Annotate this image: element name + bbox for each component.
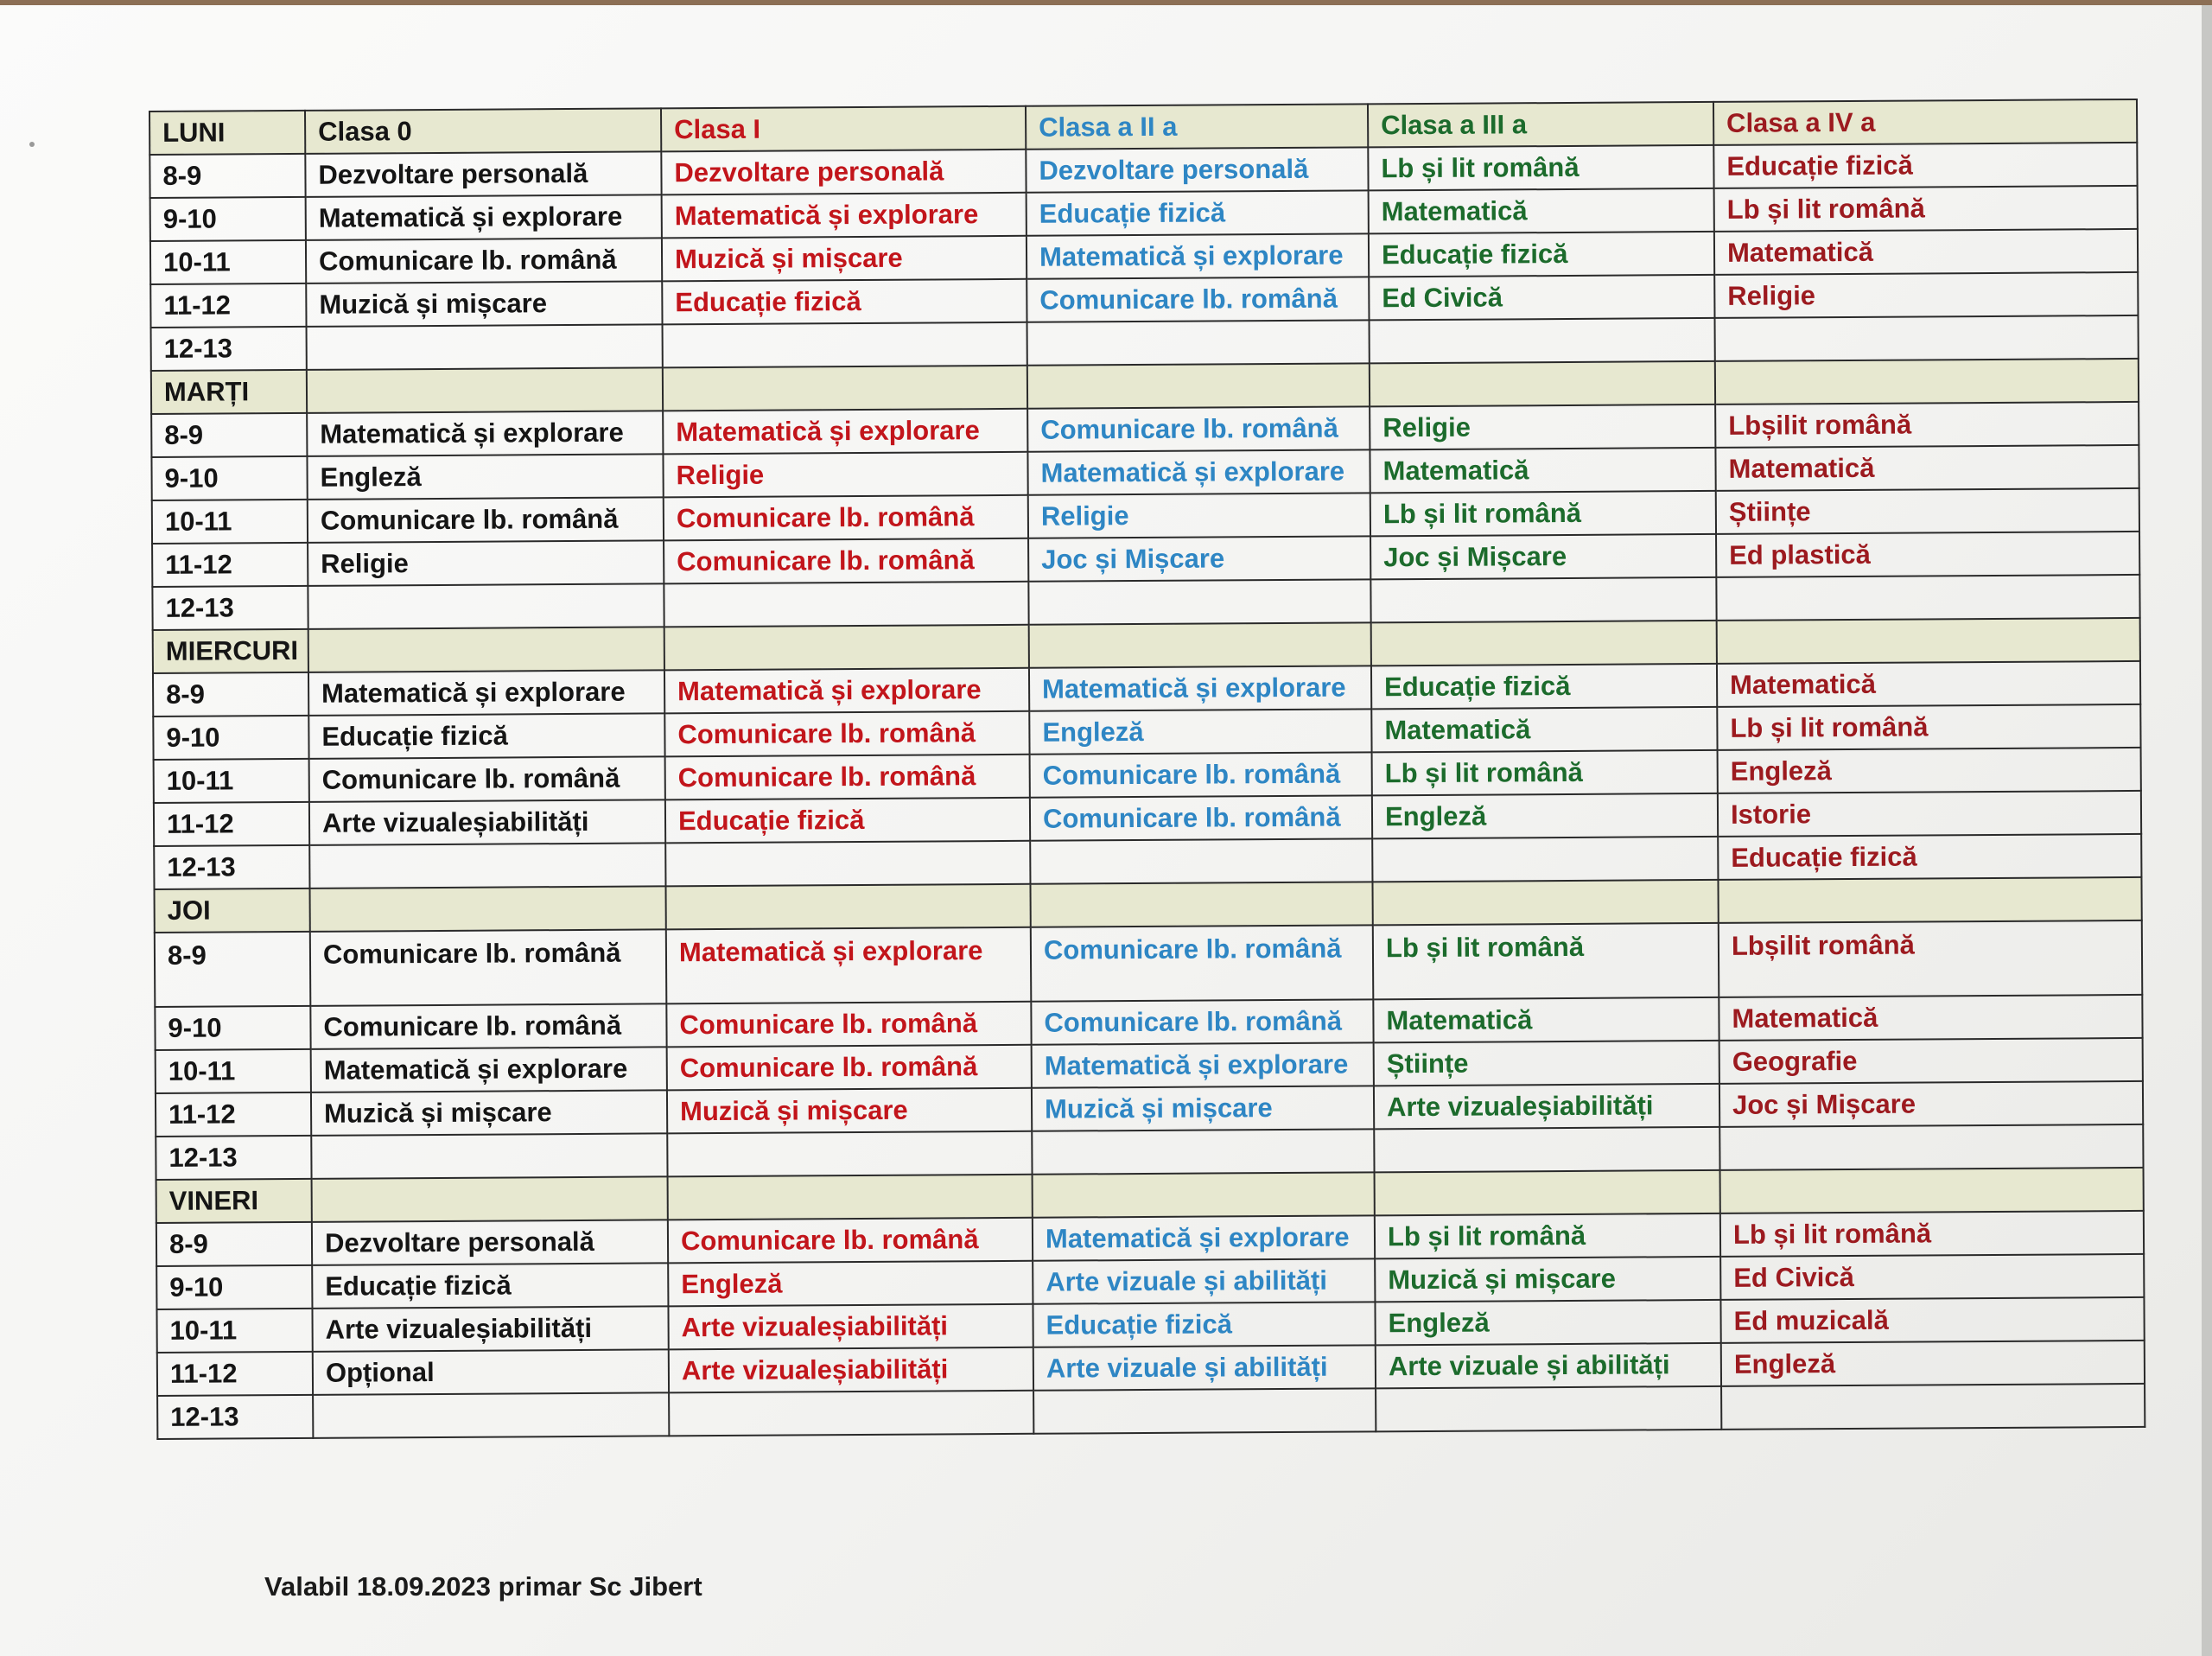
subject-cell-clasa-3: Matematică [1373,997,1719,1042]
subject-cell-clasa-2: Matematică și explorare [1032,1042,1374,1087]
subject-cell-clasa-2: Comunicare lb. română [1031,925,1374,1001]
subject-cell-clasa-4: Religie [1714,272,2138,318]
subject-cell-clasa-3: Științe [1374,1041,1719,1086]
time-slot: 9-10 [150,197,306,241]
subject-cell-clasa-4: Educație fizică [1718,834,2141,880]
time-slot: 10-11 [152,500,308,544]
subject-cell-clasa-2: Religie [1028,493,1370,538]
time-slot: 10-11 [154,759,309,803]
subject-cell-clasa-3: Matematică [1370,448,1715,493]
subject-cell-clasa-4 [1719,1124,2143,1170]
subject-cell-clasa-0: Matematică și explorare [308,670,664,716]
subject-cell-clasa-0: Muzică și mișcare [306,281,662,327]
subject-cell-clasa-1: Comunicare lb. română [664,495,1028,541]
subject-cell-clasa-1: Muzică și mișcare [662,236,1027,282]
subject-cell-clasa-3: Lb și lit română [1373,923,1719,999]
subject-cell-clasa-3: Lb și lit română [1372,750,1718,795]
subject-cell-clasa-3 [1370,318,1715,363]
subject-cell-clasa-0: Comunicare lb. română [310,1003,666,1049]
day-row-cell [1375,1170,1720,1215]
subject-cell-clasa-1: Comunicare lb. română [667,1045,1032,1091]
subject-cell-clasa-4: Matematică [1715,445,2139,491]
time-slot: 8-9 [149,154,305,198]
header-clasa-3: Clasa a III a [1368,102,1713,147]
time-slot: 8-9 [151,413,307,457]
timetable [149,99,2145,1440]
subject-cell-clasa-2: Arte vizuale și abilități [1033,1258,1375,1303]
subject-cell-clasa-0: Arte vizualeșiabilități [309,799,665,845]
subject-cell-clasa-0: Comunicare lb. română [310,929,667,1006]
subject-cell-clasa-2: Joc și Mișcare [1028,536,1370,581]
subject-cell-clasa-0 [309,843,665,889]
subject-cell-clasa-2: Dezvoltare personală [1026,147,1368,192]
subject-cell-clasa-4: Joc și Mișcare [1719,1081,2143,1127]
subject-cell-clasa-3 [1376,1386,1721,1431]
subject-cell-clasa-2: Matematică și explorare [1029,666,1371,710]
time-slot: 10-11 [156,1049,311,1093]
timetable-body [149,99,2145,1439]
subject-cell-clasa-0: Dezvoltare personală [312,1220,668,1265]
subject-cell-clasa-4: Matematică [1714,229,2138,275]
time-slot: 12-13 [156,1136,311,1180]
subject-cell-clasa-3: Lb și lit română [1370,491,1716,536]
time-slot: 12-13 [157,1395,313,1439]
subject-cell-clasa-0: Educație fizică [312,1263,668,1309]
subject-cell-clasa-0: Engleză [307,454,663,500]
day-row-cell [307,367,663,413]
day-row-cell [665,884,1030,930]
subject-cell-clasa-1: Comunicare lb. română [666,1002,1031,1048]
day-row-cell [1033,1172,1375,1217]
header-clasa-0: Clasa 0 [305,108,661,154]
subject-cell-clasa-1: Comunicare lb. română [664,538,1028,584]
subject-cell-clasa-1: Engleză [668,1261,1033,1307]
subject-cell-clasa-0: Opțional [313,1349,669,1395]
subject-cell-clasa-1: Muzică și mișcare [667,1088,1032,1134]
subject-cell-clasa-2: Educație fizică [1027,190,1369,235]
subject-cell-clasa-0: Educație fizică [308,713,664,759]
time-slot: 8-9 [153,672,308,717]
subject-cell-clasa-4 [1721,1384,2145,1430]
subject-cell-clasa-4: Educație fizică [1713,143,2137,188]
subject-cell-clasa-0: Comunicare lb. română [306,238,662,283]
subject-cell-clasa-0: Matematică și explorare [311,1047,667,1092]
subject-cell-clasa-2: Comunicare lb. română [1030,752,1372,797]
subject-cell-clasa-1: Dezvoltare personală [661,150,1026,195]
day-row-cell [663,366,1027,411]
subject-cell-clasa-3: Matematică [1369,188,1714,233]
subject-cell-clasa-2 [1027,320,1370,365]
subject-cell-clasa-2 [1033,1388,1376,1433]
time-slot: 9-10 [151,456,307,500]
day-row-cell [668,1175,1033,1220]
subject-cell-clasa-4 [1716,575,2139,621]
subject-cell-clasa-3: Matematică [1371,707,1717,752]
subject-cell-clasa-4: Matematică [1719,995,2142,1041]
subject-cell-clasa-3: Lb și lit română [1368,145,1713,190]
subject-cell-clasa-1: Matematică și explorare [662,193,1027,239]
day-row-cell [1030,882,1372,927]
subject-cell-clasa-3: Educație fizică [1369,232,1714,277]
time-slot: 11-12 [154,802,309,846]
subject-cell-clasa-1 [669,1391,1033,1436]
day-row-cell [664,625,1029,671]
day-label: VINERI [156,1179,312,1223]
subject-cell-clasa-2: Comunicare lb. română [1027,406,1370,451]
subject-cell-clasa-3: Arte vizualeșiabilități [1374,1084,1719,1129]
time-slot: 10-11 [156,1309,312,1353]
subject-cell-clasa-2: Comunicare lb. română [1031,999,1373,1044]
subject-cell-clasa-0 [311,1133,667,1179]
day-row-cell [1027,363,1370,408]
subject-cell-clasa-3 [1370,577,1716,622]
day-row-cell [310,886,666,932]
subject-cell-clasa-1: Matematică și explorare [663,409,1027,455]
subject-cell-clasa-4: Engleză [1721,1341,2145,1386]
day-row-cell [1029,622,1371,667]
time-slot: 9-10 [153,716,308,760]
day-row-cell [1371,621,1717,666]
subject-cell-clasa-2: Educație fizică [1033,1302,1375,1347]
subject-cell-clasa-3: Engleză [1372,793,1718,838]
time-slot: 12-13 [151,327,307,371]
header-clasa-1: Clasa I [661,106,1026,152]
timetable-row [155,920,2142,1007]
subject-cell-clasa-0: Muzică și mișcare [311,1090,667,1136]
subject-cell-clasa-4: Lb și lit română [1717,704,2140,750]
subject-cell-clasa-4: Ed muzicală [1720,1297,2144,1343]
subject-cell-clasa-4: Științe [1716,488,2139,534]
day-row-cell [312,1176,668,1222]
time-slot: 11-12 [157,1352,313,1396]
subject-cell-clasa-0: Religie [308,540,664,586]
subject-cell-clasa-1 [664,582,1028,627]
time-slot: 8-9 [155,932,311,1007]
day-label: MARȚI [151,370,307,414]
day-row-cell [308,627,664,672]
subject-cell-clasa-3: Lb și lit română [1375,1213,1720,1258]
subject-cell-clasa-2: Matematică și explorare [1033,1215,1375,1260]
subject-cell-clasa-2 [1032,1129,1374,1174]
subject-cell-clasa-1: Comunicare lb. română [668,1218,1033,1264]
subject-cell-clasa-1: Educație fizică [665,798,1030,844]
subject-cell-clasa-0 [307,324,663,370]
paper-mark [29,142,35,147]
day-row-cell [1720,1168,2144,1213]
subject-cell-clasa-1 [663,322,1027,368]
subject-cell-clasa-1: Comunicare lb. română [664,711,1029,757]
subject-cell-clasa-2: Engleză [1029,709,1371,754]
subject-cell-clasa-4: Lbșilit română [1715,402,2139,448]
subject-cell-clasa-4: Lbșilit română [1719,920,2143,997]
validity-note: Valabil 18.09.2023 primar Sc Jibert [264,1571,702,1602]
subject-cell-clasa-4: Ed Civică [1720,1254,2144,1300]
subject-cell-clasa-0: Comunicare lb. română [308,497,664,543]
time-slot: 12-13 [152,586,308,630]
day-label: MIERCURI [153,629,308,673]
day-row-cell [1717,618,2140,664]
day-label: JOI [155,889,310,933]
time-slot: 11-12 [156,1092,311,1137]
subject-cell-clasa-0: Matematică și explorare [306,194,662,240]
subject-cell-clasa-4: Matematică [1717,661,2140,707]
subject-cell-clasa-1 [665,841,1030,887]
time-slot: 8-9 [156,1222,312,1266]
subject-cell-clasa-1: Comunicare lb. română [665,755,1030,800]
subject-cell-clasa-3: Religie [1370,404,1715,449]
subject-cell-clasa-2: Arte vizuale și abilități [1033,1345,1376,1390]
day-row-cell [1372,880,1718,925]
subject-cell-clasa-1: Matematică și explorare [664,668,1029,714]
subject-cell-clasa-4: Ed plastică [1716,532,2139,577]
subject-cell-clasa-2: Matematică și explorare [1027,449,1370,494]
subject-cell-clasa-1: Educație fizică [662,279,1027,325]
subject-cell-clasa-3: Educație fizică [1371,664,1717,709]
subject-cell-clasa-2 [1030,838,1372,883]
time-slot: 11-12 [152,543,308,587]
day-row-cell [1370,361,1715,406]
day-row-cell [1715,359,2139,404]
subject-cell-clasa-2: Comunicare lb. română [1030,795,1372,840]
subject-cell-clasa-0 [308,583,664,629]
subject-cell-clasa-0 [313,1392,669,1438]
subject-cell-clasa-1: Arte vizualeșiabilități [668,1304,1033,1350]
subject-cell-clasa-0: Matematică și explorare [307,411,663,456]
time-slot: 9-10 [156,1265,312,1309]
subject-cell-clasa-2: Comunicare lb. română [1027,277,1369,322]
time-slot: 12-13 [154,845,309,889]
subject-cell-clasa-4: Istorie [1718,791,2141,837]
subject-cell-clasa-4: Lb și lit română [1714,186,2138,232]
header-clasa-4: Clasa a IV a [1713,99,2137,145]
subject-cell-clasa-4: Lb și lit română [1720,1211,2144,1257]
subject-cell-clasa-2 [1028,579,1370,624]
subject-cell-clasa-3: Engleză [1375,1300,1720,1345]
subject-cell-clasa-4 [1714,315,2138,361]
subject-cell-clasa-0: Dezvoltare personală [305,151,661,197]
day-row-cell [1718,877,2141,923]
subject-cell-clasa-4: Engleză [1718,748,2141,793]
subject-cell-clasa-1 [667,1131,1032,1177]
subject-cell-clasa-3: Muzică și mișcare [1375,1257,1720,1302]
subject-cell-clasa-1: Religie [663,452,1027,498]
subject-cell-clasa-3 [1372,837,1718,882]
subject-cell-clasa-2: Matematică și explorare [1027,233,1369,278]
time-slot: 11-12 [150,283,306,328]
subject-cell-clasa-1: Matematică și explorare [666,927,1032,1004]
subject-cell-clasa-3: Joc și Mișcare [1370,534,1716,579]
subject-cell-clasa-1: Arte vizualeșiabilități [669,1347,1033,1393]
time-slot: 10-11 [150,240,306,284]
time-slot: 9-10 [155,1006,310,1050]
subject-cell-clasa-0: Comunicare lb. română [309,756,665,802]
subject-cell-clasa-3: Arte vizuale și abilități [1376,1343,1721,1388]
subject-cell-clasa-0: Arte vizualeșiabilități [312,1306,668,1352]
subject-cell-clasa-4: Geografie [1719,1038,2143,1084]
subject-cell-clasa-2: Muzică și mișcare [1032,1086,1374,1131]
header-clasa-2: Clasa a II a [1026,104,1368,149]
subject-cell-clasa-3: Ed Civică [1369,275,1714,320]
subject-cell-clasa-3 [1374,1127,1719,1172]
header-day: LUNI [149,111,305,155]
